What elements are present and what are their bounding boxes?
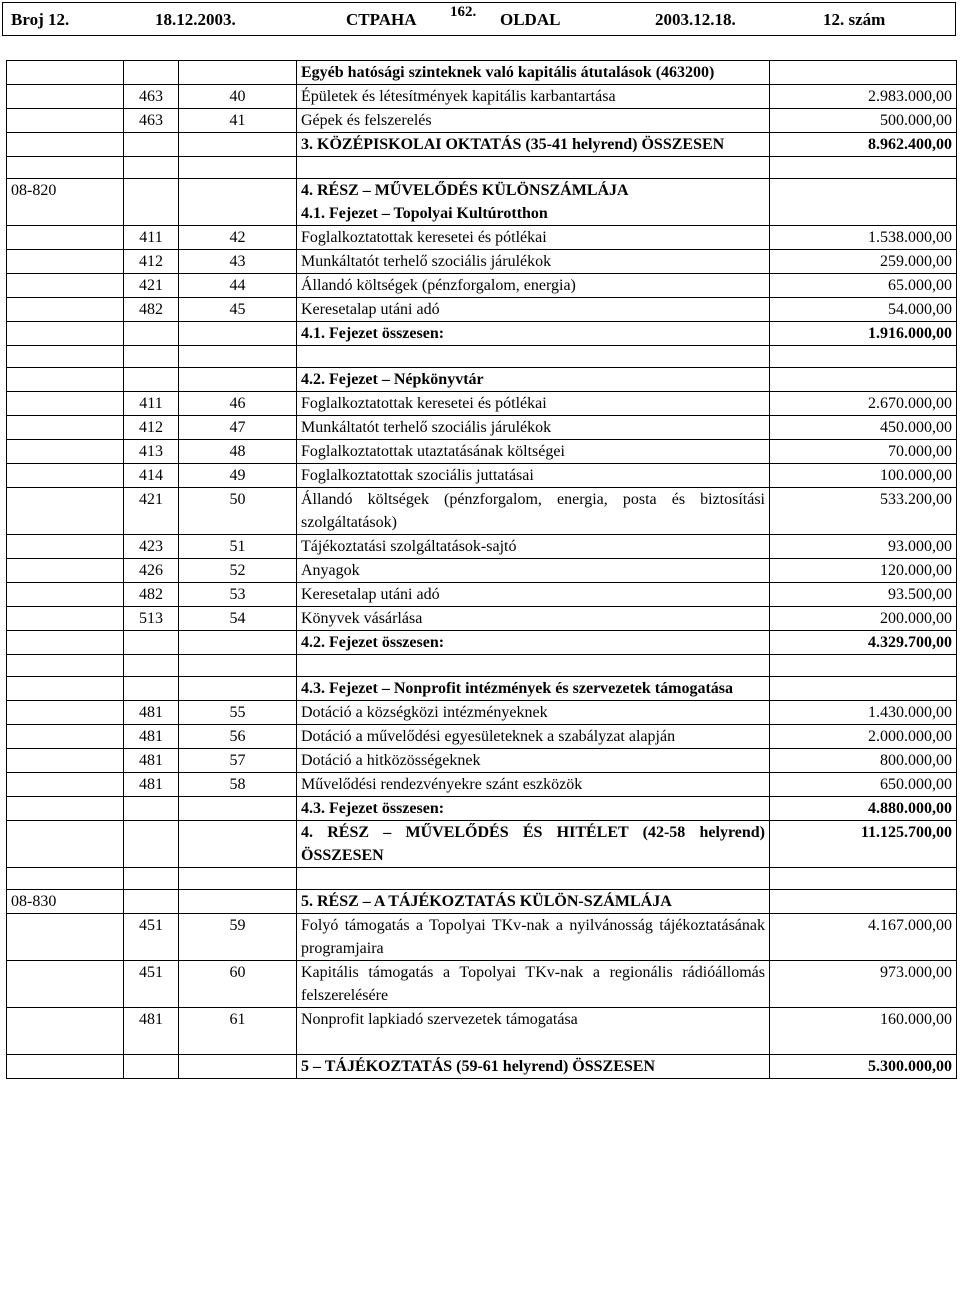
description-cell [297, 346, 770, 368]
table-row [7, 202, 957, 226]
description-cell: 4. RÉSZ – MŰVELŐDÉS KÜLÖNSZÁMLÁJA [297, 179, 770, 203]
item-number-cell: 42 [179, 226, 297, 250]
table-row [7, 392, 957, 416]
table-row [7, 631, 957, 655]
description-cell: Folyó támogatás a Topolyai TKv-nak a nyilvánosság tájékoztatásának programjaira [297, 914, 770, 961]
account-code-cell [7, 701, 124, 725]
amount-cell: 1.430.000,00 [770, 701, 957, 725]
economic-class-cell: 481 [124, 701, 179, 725]
description-cell: Anyagok [297, 559, 770, 583]
economic-class-cell: 414 [124, 464, 179, 488]
amount-cell [770, 157, 957, 179]
item-number-cell: 60 [179, 961, 297, 1008]
economic-class-cell: 482 [124, 298, 179, 322]
description-cell: Tájékoztatási szolgáltatások-sajtó [297, 535, 770, 559]
account-code-cell [7, 1008, 124, 1055]
amount-cell: 54.000,00 [770, 298, 957, 322]
economic-class-cell [124, 157, 179, 179]
amount-cell [770, 346, 957, 368]
account-code-cell [7, 250, 124, 274]
account-code-cell [7, 440, 124, 464]
account-code-cell [7, 346, 124, 368]
description-cell: Egyéb hatósági szinteknek való kapitális átutalások (463200) [297, 61, 770, 85]
description-cell: Nonprofit lapkiadó szervezetek támogatása [297, 1008, 770, 1055]
description-cell: 4.3. Fejezet összesen: [297, 797, 770, 821]
amount-cell: 120.000,00 [770, 559, 957, 583]
account-code-cell [7, 416, 124, 440]
economic-class-cell: 426 [124, 559, 179, 583]
account-code-cell [7, 725, 124, 749]
economic-class-cell: 411 [124, 226, 179, 250]
description-cell: Foglalkoztatottak keresetei és pótlékai [297, 226, 770, 250]
item-number-cell [179, 797, 297, 821]
table-row [7, 274, 957, 298]
item-number-cell: 53 [179, 583, 297, 607]
item-number-cell: 49 [179, 464, 297, 488]
budget-table [6, 60, 957, 1079]
account-code-cell: 08-830 [7, 890, 124, 914]
economic-class-cell [124, 179, 179, 203]
amount-cell: 973.000,00 [770, 961, 957, 1008]
table-row [7, 868, 957, 890]
table-row [7, 440, 957, 464]
account-code-cell [7, 1055, 124, 1079]
table-row [7, 773, 957, 797]
account-code-cell [7, 607, 124, 631]
account-code-cell [7, 821, 124, 868]
description-cell: Keresetalap utáni adó [297, 298, 770, 322]
economic-class-cell: 421 [124, 488, 179, 535]
account-code-cell [7, 464, 124, 488]
amount-cell: 11.125.700,00 [770, 821, 957, 868]
item-number-cell [179, 322, 297, 346]
economic-class-cell: 481 [124, 725, 179, 749]
issue-number-hungarian: 12. szám [823, 10, 886, 29]
economic-class-cell [124, 133, 179, 157]
item-number-cell [179, 677, 297, 701]
item-number-cell [179, 179, 297, 203]
account-code-cell [7, 914, 124, 961]
issue-number: Broj 12. [11, 10, 70, 29]
account-code-cell [7, 749, 124, 773]
item-number-cell [179, 655, 297, 677]
amount-cell: 4.167.000,00 [770, 914, 957, 961]
economic-class-cell: 482 [124, 583, 179, 607]
item-number-cell: 45 [179, 298, 297, 322]
table-row [7, 535, 957, 559]
amount-cell: 8.962.400,00 [770, 133, 957, 157]
description-cell: Kapitális támogatás a Topolyai TKv-nak a regionális rádióállomás felszerelésére [297, 961, 770, 1008]
item-number-cell [179, 821, 297, 868]
amount-cell [770, 677, 957, 701]
table-row [7, 583, 957, 607]
economic-class-cell: 451 [124, 961, 179, 1008]
economic-class-cell [124, 368, 179, 392]
amount-cell [770, 202, 957, 226]
economic-class-cell [124, 797, 179, 821]
table-row [7, 61, 957, 85]
table-row [7, 179, 957, 203]
item-number-cell [179, 631, 297, 655]
item-number-cell: 55 [179, 701, 297, 725]
economic-class-cell [124, 677, 179, 701]
page-header [2, 2, 956, 36]
description-cell: 5 – TÁJÉKOZTATÁS (59-61 helyrend) ÖSSZESEN [297, 1055, 770, 1079]
account-code-cell [7, 298, 124, 322]
description-cell: Dotáció a művelődési egyesületeknek a szabályzat alapján [297, 725, 770, 749]
economic-class-cell: 412 [124, 250, 179, 274]
table-row [7, 133, 957, 157]
item-number-cell: 52 [179, 559, 297, 583]
economic-class-cell: 481 [124, 773, 179, 797]
header-page-label-serbian: CTPAHA [346, 10, 417, 29]
economic-class-cell: 411 [124, 392, 179, 416]
table-row [7, 368, 957, 392]
description-cell: Művelődési rendezvényekre szánt eszközök [297, 773, 770, 797]
account-code-cell [7, 109, 124, 133]
header-date-serbian: 18.12.2003. [155, 10, 236, 29]
amount-cell: 2.983.000,00 [770, 85, 957, 109]
amount-cell: 200.000,00 [770, 607, 957, 631]
amount-cell: 2.000.000,00 [770, 725, 957, 749]
account-code-cell [7, 133, 124, 157]
table-row [7, 559, 957, 583]
item-number-cell: 44 [179, 274, 297, 298]
item-number-cell [179, 868, 297, 890]
amount-cell [770, 179, 957, 203]
item-number-cell [179, 890, 297, 914]
table-row [7, 725, 957, 749]
description-cell [297, 868, 770, 890]
amount-cell: 100.000,00 [770, 464, 957, 488]
description-cell: Állandó költségek (pénzforgalom, energia, posta és biztosítási szolgáltatások) [297, 488, 770, 535]
account-code-cell [7, 559, 124, 583]
table-row [7, 749, 957, 773]
item-number-cell: 57 [179, 749, 297, 773]
description-cell: 4.1. Fejezet – Topolyai Kultúrotthon [297, 202, 770, 226]
amount-cell: 93.000,00 [770, 535, 957, 559]
economic-class-cell: 421 [124, 274, 179, 298]
amount-cell: 4.329.700,00 [770, 631, 957, 655]
table-row [7, 701, 957, 725]
account-code-cell: 08-820 [7, 179, 124, 203]
amount-cell: 160.000,00 [770, 1008, 957, 1055]
description-cell: Gépek és felszerelés [297, 109, 770, 133]
description-cell: 4.1. Fejezet összesen: [297, 322, 770, 346]
item-number-cell: 48 [179, 440, 297, 464]
economic-class-cell [124, 821, 179, 868]
amount-cell: 259.000,00 [770, 250, 957, 274]
account-code-cell [7, 157, 124, 179]
amount-cell: 650.000,00 [770, 773, 957, 797]
amount-cell: 1.538.000,00 [770, 226, 957, 250]
item-number-cell: 43 [179, 250, 297, 274]
account-code-cell [7, 655, 124, 677]
page-number: 162. [450, 4, 477, 20]
account-code-cell [7, 961, 124, 1008]
description-cell: Állandó költségek (pénzforgalom, energia) [297, 274, 770, 298]
amount-cell: 70.000,00 [770, 440, 957, 464]
description-cell: 5. RÉSZ – A TÁJÉKOZTATÁS KÜLÖN-SZÁMLÁJA [297, 890, 770, 914]
item-number-cell: 47 [179, 416, 297, 440]
item-number-cell: 56 [179, 725, 297, 749]
table-row [7, 322, 957, 346]
amount-cell [770, 890, 957, 914]
item-number-cell [179, 133, 297, 157]
amount-cell [770, 868, 957, 890]
description-cell: Munkáltatót terhelő szociális járulékok [297, 416, 770, 440]
item-number-cell: 58 [179, 773, 297, 797]
table-row [7, 250, 957, 274]
table-row [7, 464, 957, 488]
description-cell: Dotáció a hitközösségeknek [297, 749, 770, 773]
account-code-cell [7, 535, 124, 559]
amount-cell: 533.200,00 [770, 488, 957, 535]
economic-class-cell: 412 [124, 416, 179, 440]
amount-cell [770, 61, 957, 85]
account-code-cell [7, 631, 124, 655]
amount-cell: 4.880.000,00 [770, 797, 957, 821]
table-row [7, 914, 957, 961]
economic-class-cell: 513 [124, 607, 179, 631]
account-code-cell [7, 392, 124, 416]
economic-class-cell [124, 890, 179, 914]
economic-class-cell: 413 [124, 440, 179, 464]
item-number-cell [179, 368, 297, 392]
account-code-cell [7, 226, 124, 250]
item-number-cell [179, 1055, 297, 1079]
table-row [7, 416, 957, 440]
item-number-cell: 61 [179, 1008, 297, 1055]
table-row [7, 346, 957, 368]
economic-class-cell [124, 655, 179, 677]
account-code-cell [7, 583, 124, 607]
account-code-cell [7, 773, 124, 797]
amount-cell: 500.000,00 [770, 109, 957, 133]
account-code-cell [7, 797, 124, 821]
economic-class-cell: 423 [124, 535, 179, 559]
description-cell [297, 655, 770, 677]
account-code-cell [7, 868, 124, 890]
header-date-hungarian: 2003.12.18. [655, 10, 736, 29]
economic-class-cell [124, 868, 179, 890]
economic-class-cell [124, 1055, 179, 1079]
account-code-cell [7, 274, 124, 298]
account-code-cell [7, 202, 124, 226]
description-cell: Foglalkoztatottak utaztatásának költségei [297, 440, 770, 464]
item-number-cell [179, 61, 297, 85]
economic-class-cell [124, 202, 179, 226]
amount-cell: 2.670.000,00 [770, 392, 957, 416]
table-row [7, 890, 957, 914]
economic-class-cell: 481 [124, 749, 179, 773]
account-code-cell [7, 61, 124, 85]
table-row [7, 797, 957, 821]
table-row [7, 109, 957, 133]
amount-cell [770, 368, 957, 392]
account-code-cell [7, 322, 124, 346]
description-cell: Foglalkoztatottak szociális juttatásai [297, 464, 770, 488]
table-row [7, 655, 957, 677]
description-cell: 4. RÉSZ – MŰVELŐDÉS ÉS HITÉLET (42-58 helyrend) ÖSSZESEN [297, 821, 770, 868]
item-number-cell: 40 [179, 85, 297, 109]
economic-class-cell [124, 61, 179, 85]
budget-table-body [7, 61, 957, 1079]
economic-class-cell: 463 [124, 85, 179, 109]
economic-class-cell [124, 346, 179, 368]
description-cell: Munkáltatót terhelő szociális járulékok [297, 250, 770, 274]
description-cell: 4.3. Fejezet – Nonprofit intézmények és szervezetek támogatása [297, 677, 770, 701]
economic-class-cell: 463 [124, 109, 179, 133]
economic-class-cell: 481 [124, 1008, 179, 1055]
item-number-cell: 59 [179, 914, 297, 961]
item-number-cell: 51 [179, 535, 297, 559]
amount-cell: 1.916.000,00 [770, 322, 957, 346]
amount-cell [770, 655, 957, 677]
description-cell: 4.2. Fejezet – Népkönyvtár [297, 368, 770, 392]
economic-class-cell: 451 [124, 914, 179, 961]
item-number-cell [179, 346, 297, 368]
description-cell: Dotáció a községközi intézményeknek [297, 701, 770, 725]
table-row [7, 607, 957, 631]
account-code-cell [7, 85, 124, 109]
item-number-cell [179, 202, 297, 226]
account-code-cell [7, 488, 124, 535]
description-cell: Foglalkoztatottak keresetei és pótlékai [297, 392, 770, 416]
description-cell: Könyvek vásárlása [297, 607, 770, 631]
amount-cell: 93.500,00 [770, 583, 957, 607]
economic-class-cell [124, 322, 179, 346]
item-number-cell [179, 157, 297, 179]
amount-cell: 5.300.000,00 [770, 1055, 957, 1079]
table-row [7, 298, 957, 322]
table-row [7, 226, 957, 250]
description-cell: 3. KÖZÉPISKOLAI OKTATÁS (35-41 helyrend) ÖSSZESEN [297, 133, 770, 157]
table-row [7, 677, 957, 701]
table-row [7, 961, 957, 1008]
item-number-cell: 54 [179, 607, 297, 631]
item-number-cell: 50 [179, 488, 297, 535]
account-code-cell [7, 368, 124, 392]
table-row [7, 157, 957, 179]
table-row [7, 821, 957, 868]
amount-cell: 450.000,00 [770, 416, 957, 440]
item-number-cell: 41 [179, 109, 297, 133]
economic-class-cell [124, 631, 179, 655]
table-row [7, 85, 957, 109]
description-cell: Épületek és létesítmények kapitális karbantartása [297, 85, 770, 109]
table-row [7, 1055, 957, 1079]
table-row [7, 1008, 957, 1055]
description-cell [297, 157, 770, 179]
description-cell: Keresetalap utáni adó [297, 583, 770, 607]
account-code-cell [7, 677, 124, 701]
amount-cell: 65.000,00 [770, 274, 957, 298]
description-cell: 4.2. Fejezet összesen: [297, 631, 770, 655]
header-page-label-hungarian: OLDAL [500, 10, 561, 29]
item-number-cell: 46 [179, 392, 297, 416]
amount-cell: 800.000,00 [770, 749, 957, 773]
table-row [7, 488, 957, 535]
